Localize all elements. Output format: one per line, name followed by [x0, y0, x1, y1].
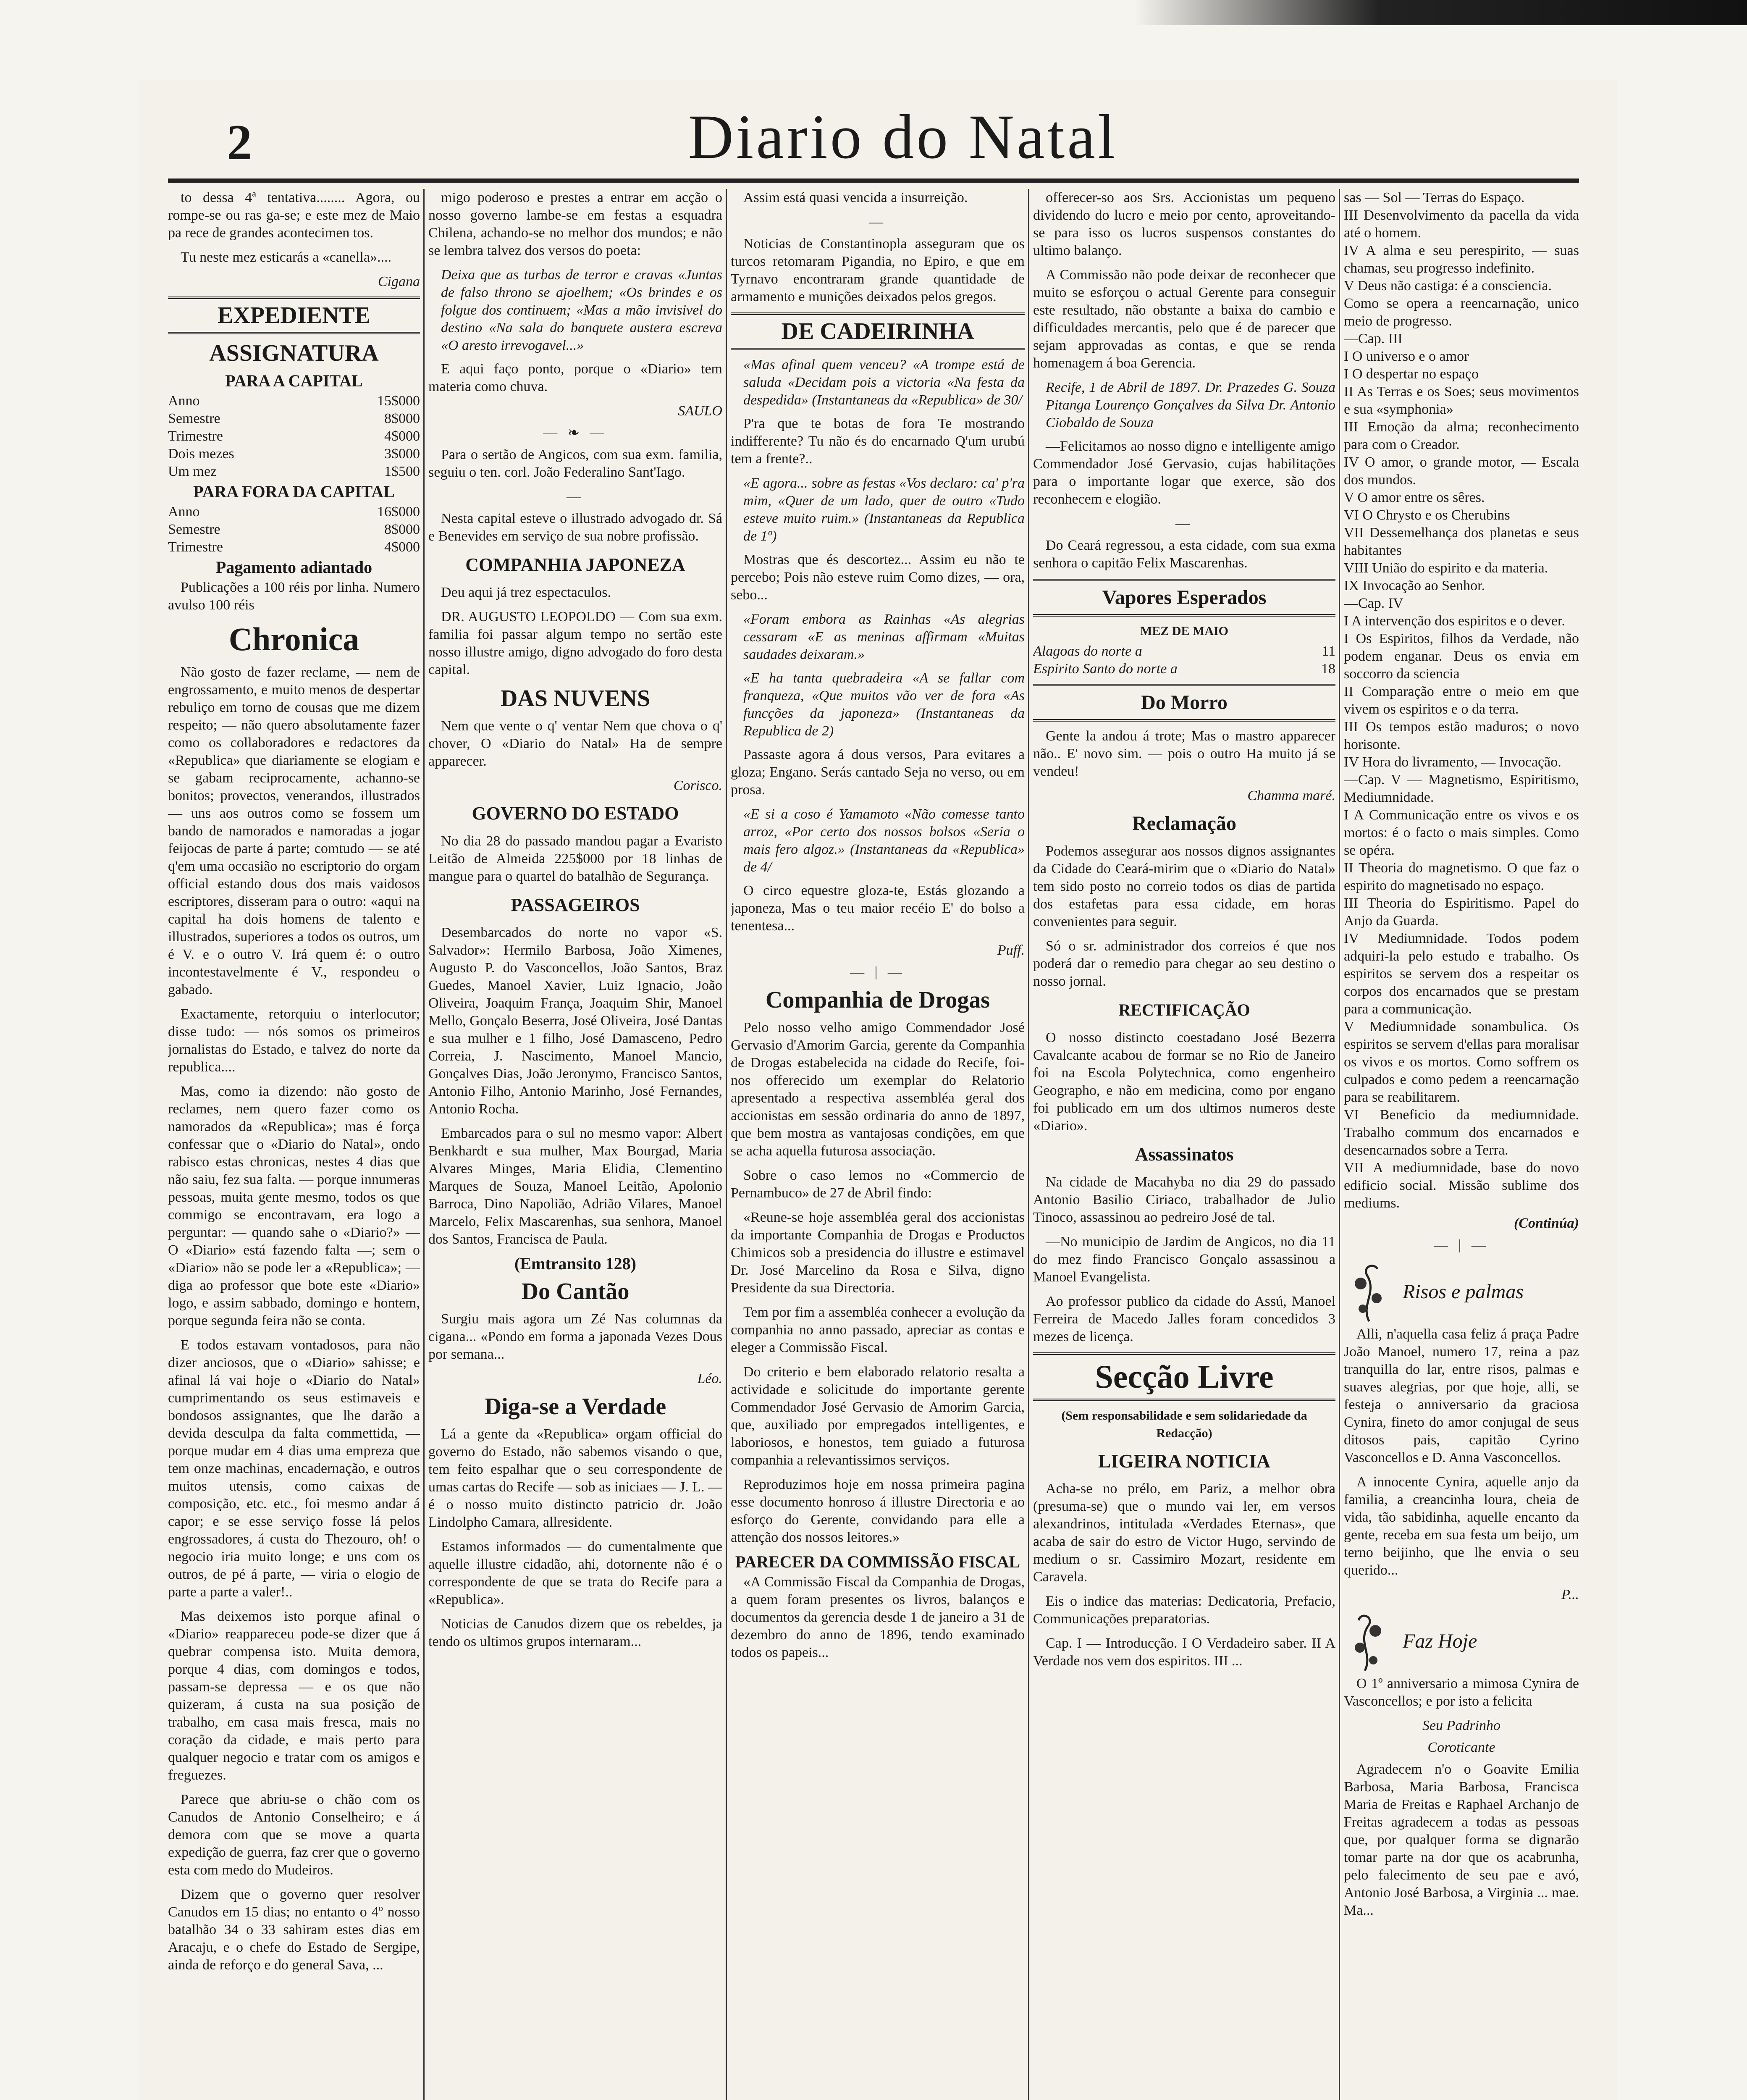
- separator: — | —: [850, 964, 905, 980]
- news-item: Desembarcados do norte no vapor «S. Salvador»: Hermilo Barbosa, João Ximenes, Augusto P. do Vasconcellos, João Santos, Braz Guedes, Manoel Xavier, Luiz Ignacio, João Oliveira, Joaquim França, Joaquim Shir, Manoel Mello, Gonçalo Beserra, José Oliveira, José Dantas e sua mulher e 1 filho, José Damasceno, Pedro Correia, J. Nascimento, Manoel Mancio, Gonçalves Dias, João Jeronymo, Francisco Santos, Antonio Filho, Antonio Marinho, José Fernandes, Antonio Rocha.: [428, 925, 722, 1117]
- article-paragraph: Noticias de Canudos dizem que os rebeldes, ja tendo os ultimos grupos internaram...: [428, 1616, 722, 1649]
- index-item: VI Beneficio da mediumnidade. Trabalho commum dos encarnados e desencarnados sobre a Terra.: [1344, 1107, 1579, 1158]
- index-item: I A Communicação entre os vivos e os mortos: é o facto o mais simples. Como se opéra.: [1344, 807, 1579, 858]
- index-item: VII A mediumnidade, base do novo edificio social. Missão sublime dos mediums.: [1344, 1160, 1579, 1211]
- index-item: —Cap. V — Magnetismo, Espiritismo, Mediumnidade.: [1344, 772, 1579, 805]
- article-paragraph: E todos estavam vontadosos, para não dizer anciosos, que o «Diario» sahisse; e afinal lá vai hoje o «Diario do Natal» cumprimentando os seus estimaveis e bondosos assignantes, que lhe darão a devida desculpa da falta commettida, — porque mudar em 4 dias uma empreza que tem onze machinas, encadernação, e outros muitos utensis, como caixas de composição, etc. etc., foi mesmo andar á capor; e se esse serviço fosse lá pelos engrossadores, á custa do Thezouro, oh! o negocio iria muito longe; e uns com os outros, de pé á parte, — viria o elogio de parte a parte a valer!..: [168, 1337, 420, 1600]
- article-paragraph: Pelo nosso velho amigo Commendador José Gervasio d'Amorim Garcia, gerente da Companhia de Drogas estabelecida na cidade do Recife, foi-nos offerecido um exemplar do Relatorio apresentado a respectiva assembléa geral dos accionistas em sessão ordinaria do anno de 1897, que bem mostra as vantajosas condições, em que se acha aquella futurosa associação.: [731, 1020, 1025, 1159]
- price-group-label: PARA A CAPITAL: [225, 371, 363, 390]
- article-paragraph: Mas, como ia dizendo: não gosto de reclames, nem quero fazer como os namorados da «Republica»; mas é força confessar que o «Diario do Natal», ondo rabisco estas chronicas, nestes 4 dias que não saiu, fez sua falta. — porque innumeras pessoas, muita gente mesmo, todos os que commigo se encontravam, era logo a perguntar: — quando sahe o «Diario?» — O «Diario» está fazendo falta —; sem o «Diario» não se pode ler a «Republica»; — diga ao professor que bote este «Diario» logo, e assim sabbado, domingo e hontem, porque segunda feira não se conta.: [168, 1084, 420, 1328]
- index-item: IV A alma e seu perespirito, — suas chamas, seu progresso indefinito.: [1344, 243, 1579, 276]
- signature: SAULO: [678, 403, 722, 419]
- today-header: [1344, 1608, 1579, 1675]
- section-heading: ASSIGNATURA: [209, 340, 379, 366]
- article-paragraph: Dizem que o governo quer resolver Canudos em 15 dias; no entanto o 4º nosso batalhão 34 o 33 sahiram estes dias em Aracaju, e o chefe do Estado de Sergipe, ainda de reforço e do general Sava, ...: [168, 1887, 420, 1973]
- article-paragraph: Alli, n'aquella casa feliz á praça Padre João Manoel, numero 17, reina a paz tranquilla do lar, entre risos, palmas e suaves alegrias, por que hoje, alli, se festeja o anniversario da graciosa Cynira, fineto do amor conjugal de seus ditosos pais, capitão Cyrino Vasconcellos e D. Anna Vasconcellos.: [1344, 1326, 1579, 1465]
- poem: Nem que vente o q' ventar Nem que chova o q' chover, O «Diario do Natal» Ha de sempre apparecer.: [428, 718, 722, 769]
- price-row: Semestre 8$000: [168, 411, 420, 426]
- news-heading: GOVERNO DO ESTADO: [472, 803, 679, 824]
- price-row: Trimestre 4$000: [168, 539, 420, 555]
- index-item: VI O Chrysto e os Cherubins: [1344, 507, 1510, 523]
- column-5: [1344, 189, 1579, 2100]
- column-4: [1033, 189, 1335, 2100]
- floral-ornament-icon: [1344, 1258, 1394, 1326]
- news-item: Para o sertão de Angicos, com sua exm. familia, seguiu o ten. corl. João Federalino Sant'Iago.: [428, 447, 722, 480]
- news-heading: PASSAGEIROS: [511, 895, 640, 915]
- article-paragraph: Sobre o caso lemos no «Commercio de Pernambuco» de 27 de Abril findo:: [731, 1168, 1025, 1201]
- section-heading: EXPEDIENTE: [168, 297, 420, 334]
- index-item: Como se opera a reencarnação, unico meio de progresso.: [1344, 296, 1579, 329]
- poem: Passaste agora á dous versos, Para evitares a gloza; Engano. Serás cantado Seja no verso, ou em prosa.: [731, 747, 1025, 798]
- column-divider: [726, 189, 727, 2100]
- news-heading: Vapores Esperados: [1033, 579, 1335, 617]
- article-paragraph: A innocente Cynira, aquelle anjo da familia, a creancinha loura, cheia de vida, tão sabidinha, aquelle encanto da gente, receba em sua festa um beijo, um terno beijinho, que lhe envia o seu querido...: [1344, 1474, 1579, 1578]
- index-item: V O amor entre os sêres.: [1344, 490, 1485, 505]
- chapter-index: [1344, 189, 1579, 1212]
- index-item: IV Hora do livramento, — Invocação.: [1344, 754, 1561, 770]
- torn-edge: [1134, 0, 1747, 25]
- article-paragraph: E aqui faço ponto, porque o «Diario» tem materia como chuva.: [428, 361, 722, 394]
- article-paragraph: Não gosto de fazer reclame, — nem de engrossamento, e muito menos de despertar rebuliço em torno de cousas que me dizem respeito; — não quero absolutamente fazer como os collaboradores e redactores da «Republica» que diariamente se elogiam e se gabam reciprocamente, achanno-se bonitos; provectos, venerandos, illustrados — uns aos outros como se fossem um bando de namorados e namoradas a jogar feijocas de parte á parte; comtudo — se até q'em uma occasião no escriptorio do orgam official estando dous dos mais vaidosos escriptores, disseram para o outro: «aqui na capital ha dois homens de talento e illustrados, superiores a todos os outros, um é V. e o outro V. Irá quem é: o outro incontestavelmente é V., respondeu o gabado.: [168, 664, 420, 998]
- page-number: 2: [227, 114, 252, 170]
- index-item: V Deus não castiga: é a consciencia.: [1344, 278, 1552, 294]
- news-item: Noticias de Constantinopla asseguram que os turcos retomaram Pigandia, no Epiro, e que em Tyrnavo encontraram grande quantidade de armamento e munições deixados pelos gregos.: [731, 236, 1025, 304]
- news-heading: RECTIFICAÇÃO: [1118, 1000, 1250, 1019]
- transit-note: (Emtransito 128): [514, 1254, 636, 1273]
- signature: Corisco.: [673, 778, 722, 793]
- index-item: sas — Sol — Terras do Espaço.: [1344, 190, 1525, 205]
- index-item: IV O amor, o grande motor, — Escala dos mundos.: [1344, 454, 1579, 488]
- separator: — | —: [1434, 1237, 1489, 1253]
- price-row: Trimestre 4$000: [168, 428, 420, 444]
- poem: Surgiu mais agora um Zé Nas columnas da cigana... «Pondo em forma a japonada Vezes Dous por semana...: [428, 1311, 722, 1362]
- article-paragraph: Eis o indice das materias: Dedicatoria, Prefacio, Communicações preparatorias.: [1033, 1593, 1335, 1627]
- article-paragraph: offerecer-so aos Srs. Accionistas um pequeno dividendo do lucro e meio por cento, aproveitando-se para isso os lucros suspensos constantes do ultimo balanço.: [1033, 190, 1335, 258]
- news-item: Deu aqui já trez espectaculos.: [441, 585, 611, 600]
- article-paragraph: —Felicitamos ao nosso digno e intelligente amigo Commendador José Gervasio, cujas habilitações para o importante logar que exerce, são dos reconhecem e elogião.: [1033, 438, 1335, 507]
- price-group-label: PARA FORA DA CAPITAL: [193, 482, 395, 501]
- news-item: —No municipio de Jardim de Angicos, no dia 11 do mez findo Francisco Gonçalo assassinou a Manoel Evangelista.: [1033, 1234, 1335, 1285]
- index-item: I A intervenção dos espiritos e o dever.: [1344, 613, 1565, 629]
- news-heading: Companhia de Drogas: [765, 987, 990, 1013]
- article-paragraph: O nosso distincto coestadano José Bezerra Cavalcante acabou de formar se no Rio de Janeiro foi na Escola Polytechnica, como engenheiro Geographo, e não em medicina, como por engano foi publicado em um dos ultimos numeros deste «Diario».: [1033, 1030, 1335, 1134]
- index-item: I O despertar no espaço: [1344, 366, 1479, 382]
- separator: — ❧ —: [543, 425, 608, 441]
- index-item: —Cap. IV: [1344, 596, 1403, 611]
- price-row: Dois mezes 3$000: [168, 446, 420, 462]
- article-paragraph: migo poderoso e prestes a entrar em acção o nosso governo lambe-se em festas a esquadra Chilena, achando-se no melhor dos mundos; e não se lembra talvez dos versos do poeta:: [428, 190, 722, 258]
- article-paragraph: A Commissão não pode deixar de reconhecer que muito se esforçou o actual Gerente para conseguir este resultado, não obstante a baixa do cambio e difficuldades mercantis, pelo que é de parecer que sejam approvadas as contas, e que se renda homenagem á boa Gerencia.: [1033, 267, 1335, 371]
- news-item: Embarcados para o sul no mesmo vapor: Albert Benkhardt e sua mulher, Max Bourgad, Maria Alvares Minges, Maria Elidia, Clementino Marques de Souza, Manoel Leitão, Apolonio Barroca, Dino Napolião, Adrião Vilares, Manoel Marcelo, Felix Mascarenhas, sua senhora, Manoel dos Santos, Francisca de Paula.: [428, 1126, 722, 1247]
- quoted-verse: «Mas afinal quem venceu? «A trompe está de saluda «Decidam pois a victoria «Na festa da despedida» (Instantaneas da «Republica» de 30/: [743, 357, 1025, 408]
- price-row: Anno 16$000: [168, 504, 420, 520]
- news-item: Nesta capital esteve o illustrado advogado dr. Sá e Benevides em serviço de sua nobre profissão.: [428, 511, 722, 544]
- price-table: [168, 503, 420, 556]
- news-item: DR. AUGUSTO LEOPOLDO — Com sua exm. familia foi passar algum tempo no sertão este nosso illustre amigo, digno advogado do foro desta capital.: [428, 609, 722, 677]
- index-item: III Desenvolvimento da pacella da vida até o homem.: [1344, 207, 1579, 241]
- separator: —: [1175, 516, 1193, 531]
- header-rule: [168, 178, 1579, 183]
- index-item: I O universo e o amor: [1344, 349, 1469, 364]
- price-row: Semestre 8$000: [168, 522, 420, 537]
- article-paragraph: Estamos informados — do cumentalmente que aquelle illustre cidadão, ahi, dotornente não é o correspondente de que se trata do Recife para a «Republica».: [428, 1539, 722, 1607]
- price-table: [168, 392, 420, 480]
- news-item: Na cidade de Macahyba no dia 29 do passado Antonio Basilio Ciriaco, trabalhador de Julio Tinoco, assassinou ao pedreiro José de tal.: [1033, 1174, 1335, 1225]
- article-paragraph: Podemos assegurar aos nossos dignos assignantes da Cidade do Ceará-mirim que o «Diario do Natal» tem sido posto no correio todos os dias de partida dos estafetas para essa cidade, em horas convenientes para seguir.: [1033, 843, 1335, 929]
- news-heading: Do Cantão: [521, 1278, 630, 1305]
- news-heading: Do Morro: [1033, 684, 1335, 722]
- news-heading: COMPANHIA JAPONEZA: [465, 554, 685, 575]
- index-item: II As Terras e os Soes; seus movimentos e sua «symphonia»: [1344, 384, 1579, 417]
- article-paragraph: Parece que abriu-se o chão com os Canudos de Antonio Conselheiro; e á demora com que se move a quarta expedição de guerra, faz crer que o governo esta com medo do Mudeiros.: [168, 1792, 420, 1878]
- article-paragraph: Exactamente, retorquiu o interlocutor; disse tudo: — nós somos os primeiros jornalistas do Estado, e talvez do norte da republica....: [168, 1006, 420, 1075]
- poem: Gente la andou á trote; Mas o mastro apparecer não.. E' novo sim. — pois o outro Ha muito já se vendeu!: [1033, 728, 1335, 779]
- price-row: Um mez 1$500: [168, 464, 420, 479]
- article-paragraph: Tem por fim a assembléa conhecer a evolução da companhia no anno passado, apreciar as contas e eleger a Commissão Fiscal.: [731, 1305, 1025, 1355]
- column-2: [428, 189, 722, 2100]
- section-heading: Secção Livre: [1033, 1352, 1335, 1401]
- quoted-verse: «Foram embora as Rainhas «As alegrias cessaram «E as meninas affirmam «Muitas saudades deixaram.»: [743, 612, 1025, 662]
- news-item: Ao professor publico da cidade do Assú, Manoel Ferreira de Macedo Jalles foram concedidos 3 mezes de licença.: [1033, 1294, 1335, 1344]
- signature: Seu Padrinho: [1422, 1718, 1501, 1733]
- verse: Deixa que as turbas de terror e cravas «Juntas de falso throno se ajoelhem; «Os brindes e os folgue dos continuem; «Mas a mão invisivel do destino «Na sala do banquete austera escreva «O aresto irrevogavel...»: [441, 267, 722, 353]
- payment-note: Pagamento adiantado: [215, 558, 372, 577]
- signature: Chamma maré.: [1247, 788, 1335, 803]
- chronica-title: Chronica: [228, 621, 359, 657]
- signature: P...: [1561, 1587, 1579, 1602]
- news-item: No dia 28 do passado mandou pagar a Evaristo Leitão de Almeida 225$000 por 18 linhas de mangue para o quartel do batalhão de Segurança.: [428, 833, 722, 884]
- index-item: III Os tempos estão maduros; o novo horisonte.: [1344, 719, 1579, 752]
- column-divider: [1339, 189, 1340, 2100]
- article-paragraph: Do criterio e bem elaborado relatorio resalta a actividade e solicitude do importante gerente Commendador José Gervasio de Amorim Garcia, que, auxiliado por empregados intelligentes, e laboriosos, e honestos, tem guiado a futurosa companhia a relevantissimos serviços.: [731, 1364, 1025, 1468]
- continued-note: (Continúa): [1514, 1215, 1579, 1231]
- masthead: Diario do Natal: [688, 102, 1118, 172]
- article-paragraph: Mas deixemos isto porque afinal o «Diario» reappareceu pode-se dizer que á quebrar compensa isto. Muita demora, porque 4 dias, com domingos e todos, passam-se depressa — e os que não quizeram, á custa na sua posição de trabalho, em casa mais fresca, mais no coração da cidade, e mais perto para qualquer negocio e tratar com os amigos e freguezes.: [168, 1609, 420, 1783]
- separator: —: [869, 214, 887, 230]
- index-item: II Theoria do magnetismo. O que faz o espirito do magnetisado no espaço.: [1344, 860, 1579, 893]
- column-divider: [423, 189, 425, 2100]
- article-paragraph: Agradecem n'o o Goavite Emilia Barbosa, Maria Barbosa, Francisca Maria de Freitas e Raphael Archanjo de Freitas agradecem a todas as pessoas que, por qualquer forma se dignarão tomar parte na dor que os acabrunha, pelo falecimento de seu pae e avó, Antonio José Barbosa, a Virginia ... mae. Ma...: [1344, 1761, 1579, 1918]
- index-item: IX Invocação ao Senhor.: [1344, 578, 1485, 593]
- ship-row: Espirito Santo do norte a 18: [1033, 661, 1335, 677]
- ship-row: Alagoas do norte a 11: [1033, 643, 1335, 659]
- floral-ornament-icon: [1344, 1608, 1394, 1675]
- column-1: [168, 189, 420, 2100]
- article-paragraph: O 1º anniversario a mimosa Cynira de Vasconcellos; e por isto a felicita: [1344, 1676, 1579, 1709]
- smiles-header: [1344, 1258, 1579, 1326]
- news-heading: Faz Hoje: [1403, 1630, 1477, 1652]
- signature: Cigana: [378, 274, 420, 289]
- quoted-verse: «E ha tanta quebradeira «A se fallar com franqueza, «Que muitos vão ver de fora «As funcções da japoneza» (Instantaneas da Republica de 2): [743, 670, 1025, 739]
- index-item: VII Dessemelhança dos planetas e seus habitantes: [1344, 525, 1579, 558]
- index-item: III Emoção da alma; reconhecimento para com o Creador.: [1344, 419, 1579, 452]
- column-divider: [1028, 189, 1029, 2100]
- news-heading: Diga-se a Verdade: [484, 1394, 666, 1420]
- index-item: V Mediumnidade sonambulica. Os espiritos se servem d'ellas para moralisar os vivos e os mortos. Como soffrem os culpados e como pedem a reencarnação para se reabilitarem.: [1344, 1019, 1579, 1105]
- index-item: I Os Espiritos, filhos da Verdade, não podem enganar. Deus os envia em soccorro da sciencia: [1344, 631, 1579, 682]
- intro-text: Tu neste mez esticarás a «canella»....: [181, 249, 391, 265]
- article-paragraph: Só o sr. administrador dos correios é que nos poderá dar o remedio para chegar ao seu destino o nosso jornal.: [1033, 938, 1335, 989]
- index-item: II Comparação entre o meio em que vivem os espiritos e o da terra.: [1344, 684, 1579, 717]
- intro-text: to dessa 4ª tentativa........ Agora, ou rompe-se ou ras ga-se; e este mez de Maio pa rece de grandes acontecimen tos.: [168, 190, 420, 241]
- article-paragraph: Lá a gente da «Republica» orgam official do governo do Estado, não sabemos visando o que, tem feito espalhar que o seu correspondente de umas cartas do Recife — sob as iniciaes — J. L. — é o nosso muito distincto patricio dr. João Lindolpho Camara, allresidente.: [428, 1426, 722, 1530]
- index-item: VIII União do espirito e da materia.: [1344, 560, 1548, 576]
- article-paragraph: Cap. I — Introducção. I O Verdadeiro saber. II A Verdade nos vem dos espiritos. III ...: [1033, 1635, 1335, 1669]
- article-paragraph: «Reune-se hoje assembléa geral dos accionistas da importante Companhia de Drogas e Productos Chimicos sob a presidencia do illustre e estimavel Dr. José Marcelino da Rosa e Silva, digno Presidente da sua Directoria.: [731, 1210, 1025, 1296]
- index-item: III Theoria do Espiritismo. Papel do Anjo da Guarda.: [1344, 895, 1579, 929]
- article-paragraph: Acha-se no prélo, em Pariz, a melhor obra (presuma-se) que o mundo vai ler, em versos alexandrinos, intitulada «Verdades Eternas», que acaba de sair do estro de Victor Hugo, servindo de medium o sr. Cassimiro Mozart, residente em Caravela.: [1033, 1481, 1335, 1585]
- index-item: —Cap. III: [1344, 331, 1403, 346]
- index-item: IV Mediumnidade. Todos podem adquiri-la pelo estudo e trabalho. Os espiritos se servem dos a respeitar os corpos dos encarnados que se prestam para a communicação.: [1344, 931, 1579, 1017]
- signatories: Recife, 1 de Abril de 1897. Dr. Prazedes G. Souza Pitanga Lourenço Gonçalves da Silva Dr. Antonio Ciobaldo de Souza: [1046, 380, 1335, 430]
- news-heading: Reclamação: [1132, 812, 1236, 835]
- article-paragraph: «A Commissão Fiscal da Companhia de Drogas, a quem foram presentes os livros, balanços e documentos da gerencia desde 1 de janeiro a 31 de dezembro do anno de 1896, tendo examinado todos os papeis...: [731, 1574, 1025, 1660]
- signature: Léo.: [697, 1371, 722, 1386]
- article-paragraph: Assim está quasi vencida a insurreição.: [743, 190, 968, 205]
- subheading: PARECER DA COMMISSÃO FISCAL: [735, 1552, 1020, 1571]
- publication-note: Publicações a 100 réis por linha. Numero avulso 100 réis: [168, 580, 420, 613]
- news-heading: Assassinatos: [1135, 1144, 1234, 1165]
- news-heading: DAS NUVENS: [500, 685, 651, 711]
- separator: —: [567, 489, 584, 504]
- news-heading: Risos e palmas: [1403, 1281, 1524, 1303]
- disclaimer: (Sem responsabilidade e sem solidariedade da Redacção): [1061, 1409, 1307, 1440]
- column-3: [731, 189, 1025, 2100]
- article-paragraph: Reproduzimos hoje em nossa primeira pagina esse documento honroso á illustre Directoria e ao esforço do Gerente, convidando para elle a attenção dos nossos leitores.»: [731, 1477, 1025, 1545]
- poem: Mostras que és descortez... Assim eu não te percebo; Pois não esteve ruim Como dizes, — ora, sebo...: [731, 552, 1025, 603]
- subheading: MEZ DE MAIO: [1140, 624, 1228, 638]
- poem: P'ra que te botas de fora Te mostrando indifferente? Tu não és do encarnado Q'um urubú tem a frente?..: [731, 416, 1025, 467]
- news-heading: DE CADEIRINHA: [731, 312, 1025, 350]
- quoted-verse: «E agora... sobre as festas «Vos declaro: ca' p'ra mim, «Quer de um lado, quer de outro «Tudo esteve muito ruim.» (Instantaneas da Republica de 1º): [743, 475, 1025, 544]
- news-heading: LIGEIRA NOTICIA: [1098, 1450, 1271, 1472]
- signature: Puff.: [997, 942, 1025, 958]
- price-row: Anno 15$000: [168, 393, 420, 409]
- news-item: Do Ceará regressou, a esta cidade, com sua exma senhora o capitão Felix Mascarenhas.: [1033, 538, 1335, 571]
- quoted-verse: «E si a coso é Yamamoto «Não comesse tanto arroz, «Por certo dos nossos bolsos «Seria o mais fero algoz.» (Instantaneas da «Republica» de 4/: [743, 806, 1025, 875]
- signature: Coroticante: [1427, 1740, 1495, 1755]
- poem: O circo equestre gloza-te, Estás glozando a japoneza, Mas o teu maior recéio E' do bolso a tenentesa...: [731, 883, 1025, 934]
